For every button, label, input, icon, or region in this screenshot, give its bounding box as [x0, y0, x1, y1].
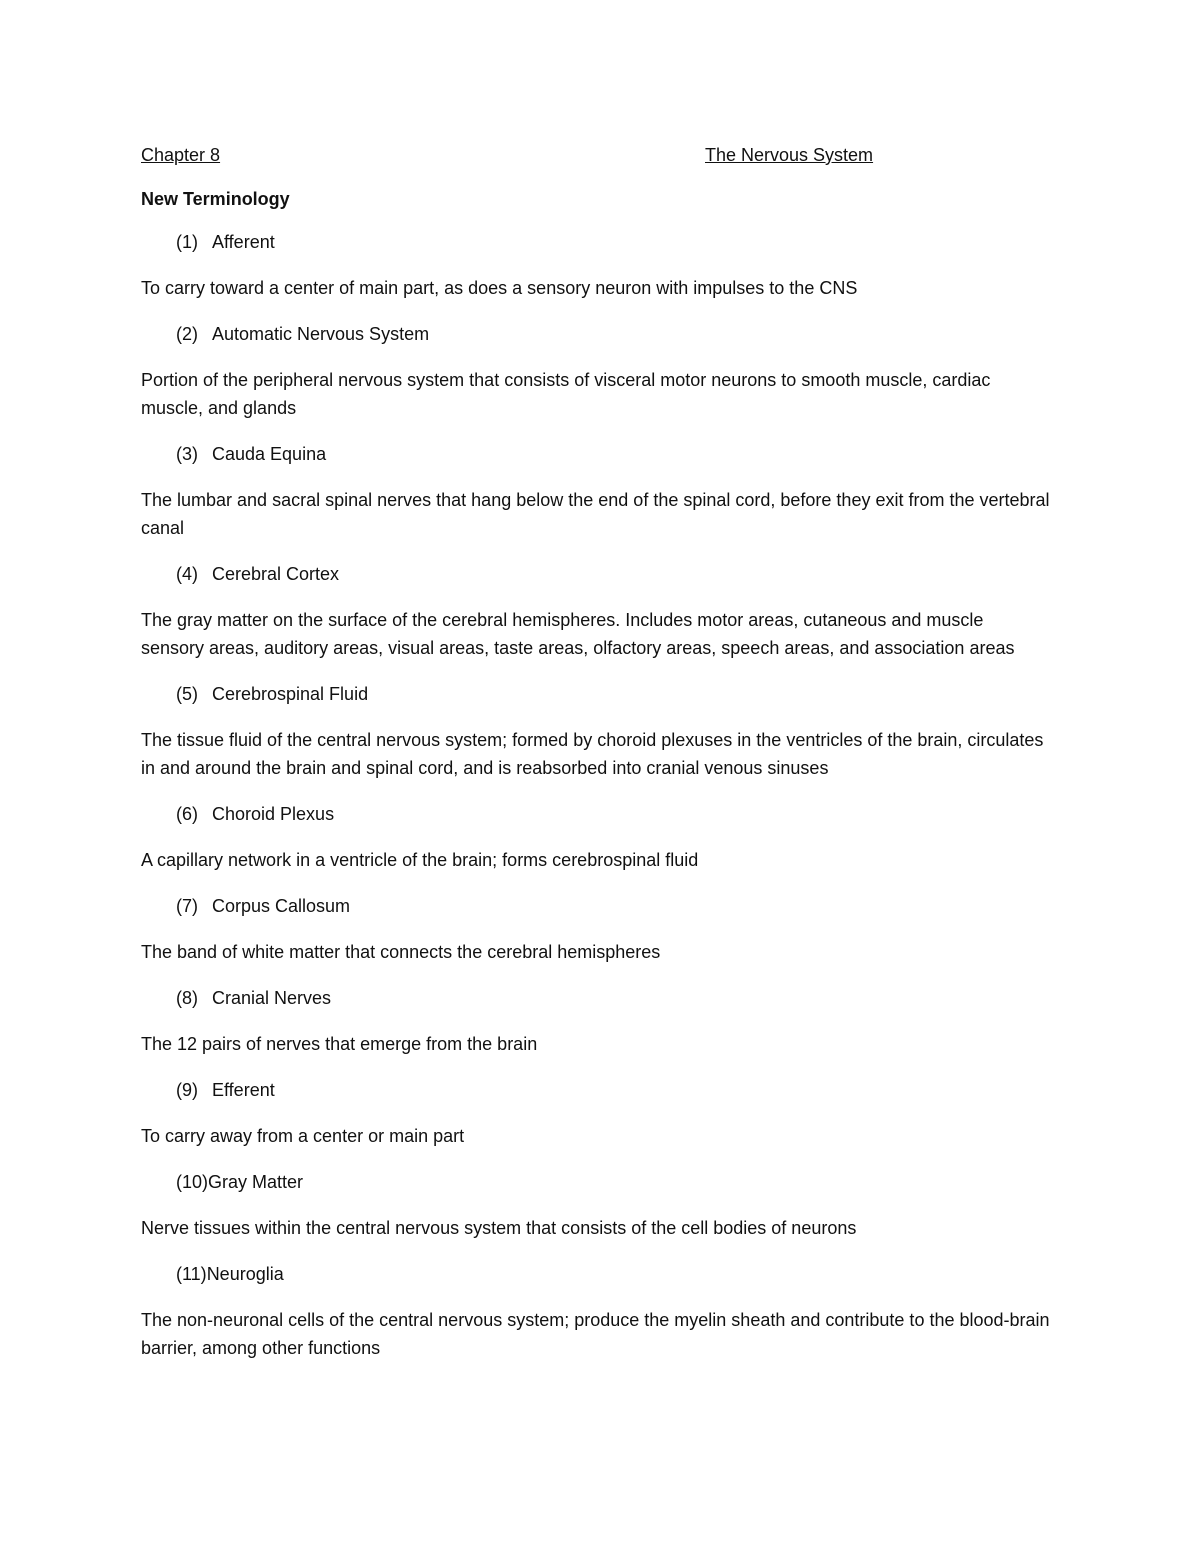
term-number: (4) [176, 564, 198, 584]
term-definition: The band of white matter that connects the cerebral hemispheres [141, 942, 661, 962]
term-definition: The gray matter on the surface of the cerebral hemispheres. Includes motor areas, cutaneous and muscle sensory areas, auditory areas, visual areas, taste areas, olfactory areas, speech areas, and association areas [141, 610, 1015, 658]
term-definition: The tissue fluid of the central nervous system; formed by choroid plexuses in the ventricles of the brain, circulates in and around the brain and spinal cord, and is reabsorbed into cranial venous sinuses [141, 730, 1044, 778]
term-name: Efferent [212, 1080, 275, 1100]
term-title [176, 1078, 1061, 1102]
term-entry [141, 230, 1061, 302]
term-name: Cranial Nerves [212, 988, 332, 1008]
chapter-label: Chapter 8 [141, 145, 221, 165]
document-header [141, 145, 901, 169]
term-number: (1) [176, 232, 198, 252]
term-number: (10) [176, 1172, 209, 1192]
term-number: (5) [176, 684, 198, 704]
term-definition: A capillary network in a ventricle of the brain; forms cerebrospinal fluid [141, 850, 699, 870]
term-definition: Nerve tissues within the central nervous system that consists of the cell bodies of neurons [141, 1218, 857, 1238]
term-title [176, 682, 1061, 706]
term-name: Corpus Callosum [212, 896, 351, 916]
term-name: Neuroglia [206, 1264, 284, 1284]
term-entry [141, 1078, 1061, 1150]
term-name: Cerebral Cortex [212, 564, 340, 584]
term-number: (7) [176, 896, 198, 916]
term-definition: Portion of the peripheral nervous system that consists of visceral motor neurons to smooth muscle, cardiac muscle, and glands [141, 370, 991, 418]
section-heading: New Terminology [141, 189, 290, 209]
term-name: Cerebrospinal Fluid [212, 684, 369, 704]
term-entry [141, 894, 1061, 966]
term-entry [141, 442, 1061, 542]
term-number: (8) [176, 988, 198, 1008]
term-title [176, 322, 1061, 346]
term-number: (6) [176, 804, 198, 824]
term-title [176, 894, 1061, 918]
term-title [176, 1170, 1061, 1194]
term-title [176, 442, 1061, 466]
term-name: Cauda Equina [212, 444, 327, 464]
term-entry [141, 802, 1061, 874]
term-entry [141, 1262, 1061, 1362]
term-definition: To carry toward a center of main part, as does a sensory neuron with impulses to the CNS [141, 278, 858, 298]
term-number: (2) [176, 324, 198, 344]
term-definition: The 12 pairs of nerves that emerge from the brain [141, 1034, 538, 1054]
term-title [176, 986, 1061, 1010]
term-title [176, 562, 1061, 586]
term-entry [141, 986, 1061, 1058]
term-number: (3) [176, 444, 198, 464]
term-name: Gray Matter [208, 1172, 304, 1192]
term-name: Choroid Plexus [212, 804, 335, 824]
term-title [176, 802, 1061, 826]
term-name: Afferent [212, 232, 275, 252]
term-definition: To carry away from a center or main part [141, 1126, 465, 1146]
term-definition: The non-neuronal cells of the central nervous system; produce the myelin sheath and contribute to the blood-brain barrier, among other functions [141, 1310, 1050, 1358]
term-entry [141, 562, 1061, 662]
term-entry [141, 682, 1061, 782]
chapter-subject: The Nervous System [705, 145, 874, 165]
term-number: (11) [176, 1264, 207, 1284]
term-entry [141, 322, 1061, 422]
term-title [176, 230, 1061, 254]
term-definition: The lumbar and sacral spinal nerves that hang below the end of the spinal cord, before they exit from the vertebral canal [141, 490, 1050, 538]
terminology-list [141, 230, 1061, 1382]
term-title [176, 1262, 1061, 1286]
term-entry [141, 1170, 1061, 1242]
term-name: Automatic Nervous System [212, 324, 430, 344]
term-number: (9) [176, 1080, 198, 1100]
